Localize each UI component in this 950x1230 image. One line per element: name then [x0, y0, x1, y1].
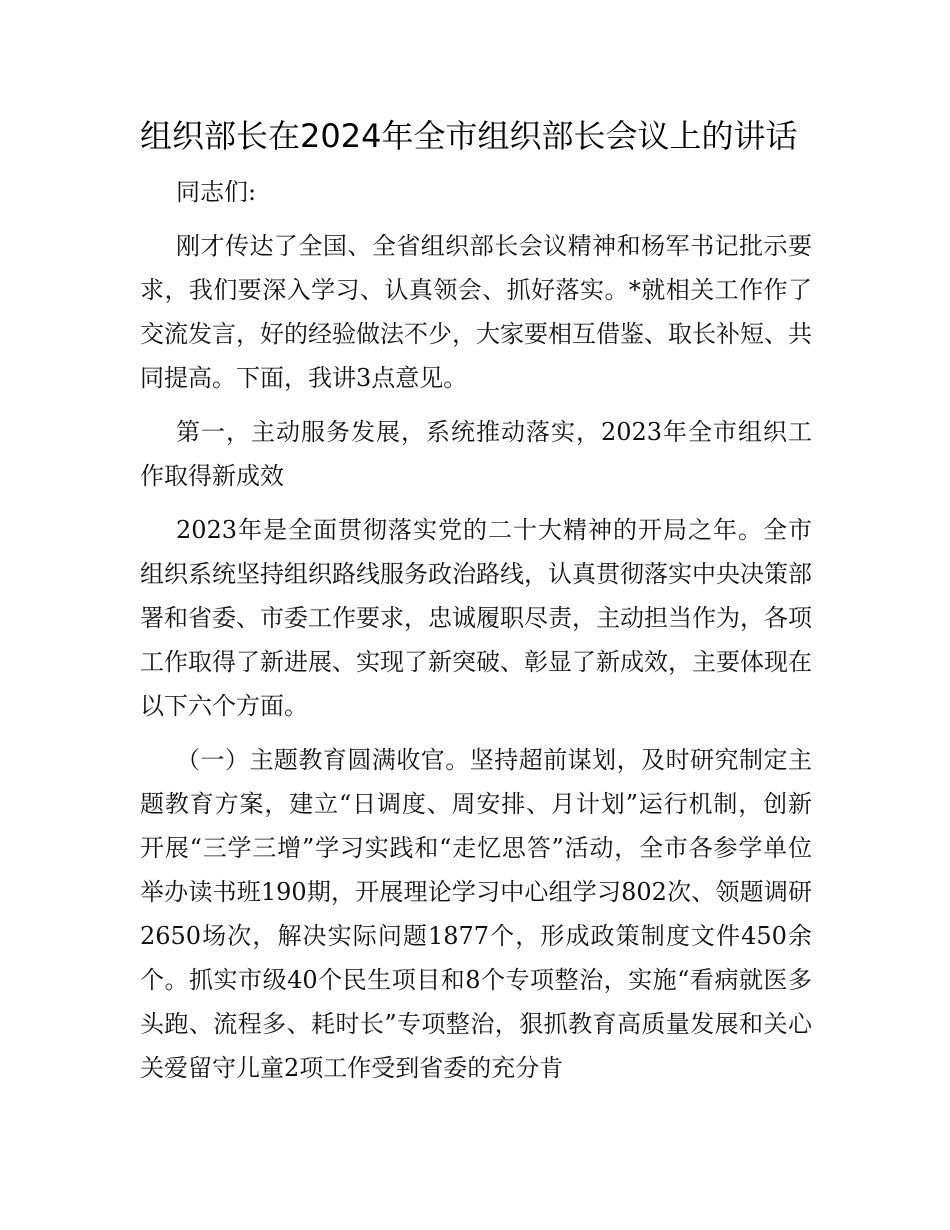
- salutation: 同志们:: [176, 178, 257, 206]
- paragraph-intro: 刚才传达了全国、全省组织部长会议精神和杨军书记批示要求，我们要深入学习、认真领会、抓好落实。*就相关工作作了交流发言，好的经验做法不少，大家要相互借鉴、取长补短、共同提高。下面，我讲3点意见。: [140, 232, 812, 392]
- paragraph-overview: 2023年是全面贯彻落实党的二十大精神的开局之年。全市组织系统坚持组织路线服务政治路线，认真贯彻落实中央决策部署和省委、市委工作要求，忠诚履职尽责，主动担当作为，各项工作取得了新进展、实现了新突破、彰显了新成效，主要体现在以下六个方面。: [140, 516, 812, 720]
- section-heading-first: 第一，主动服务发展，系统推动落实，2023年全市组织工作取得新成效: [140, 418, 812, 490]
- document-body: [140, 170, 812, 1090]
- paragraph-theme-education: （一）主题教育圆满收官。坚持超前谋划，及时研究制定主题教育方案，建立“日调度、周安排、月计划”运行机制，创新开展“三学三增”学习实践和“走忆思答”活动，全市各参学单位举办读书班190期，开展理论学习中心组学习802次、领题调研2650场次，解决实际问题1877个，形成政策制度文件450余个。抓实市级40个民生项目和8个专项整治，实施“看病就医多头跑、流程多、耗时长”专项整治，狠抓教育高质量发展和关心关爱留守儿童2项工作受到省委的充分肯: [140, 746, 812, 1082]
- document-title: 组织部长在2024年全市组织部长会议上的讲话: [140, 117, 798, 155]
